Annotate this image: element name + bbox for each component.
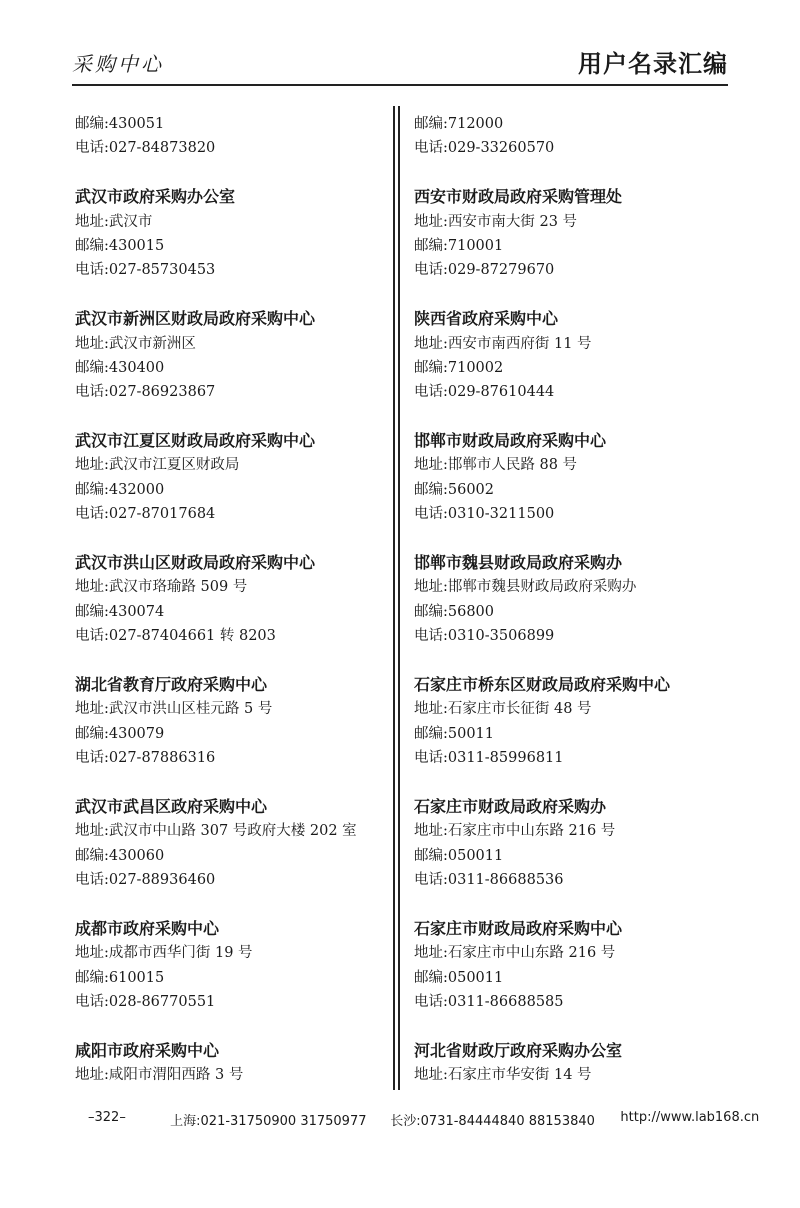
directory-entry xyxy=(75,795,405,893)
entry-spacer xyxy=(75,161,405,185)
entry-phone: 电话:028-86770551 xyxy=(75,994,216,1011)
entry-postcode: 邮编:56002 xyxy=(414,481,495,498)
entry-title: 武汉市新洲区财政局政府采购中心 xyxy=(75,309,316,329)
entry-address: 地址:武汉市江夏区财政局 xyxy=(75,457,240,474)
entry-spacer xyxy=(75,893,405,917)
directory-entry xyxy=(414,1039,744,1088)
entry-postcode: 邮编:610015 xyxy=(75,969,165,986)
entry-postcode: 邮编:712000 xyxy=(414,116,504,132)
entry-title: 石家庄市财政局政府采购办 xyxy=(414,796,607,816)
section-label: 采购中心 xyxy=(72,52,164,76)
footer-changsha-phone: 长沙:0731-84444840 88153840 xyxy=(390,1114,595,1129)
entry-spacer xyxy=(75,405,405,429)
right-column xyxy=(414,112,744,1088)
directory-entry xyxy=(75,429,405,527)
page-number: –322– xyxy=(88,1110,126,1125)
entry-address: 地址:石家庄市长征街 48 号 xyxy=(414,701,592,718)
entry-title: 西安市财政局政府采购管理处 xyxy=(414,187,623,207)
entry-phone: 电话:0311-86688536 xyxy=(414,872,564,889)
entry-address: 地址:石家庄市华安街 14 号 xyxy=(414,1067,592,1084)
entry-address: 地址:西安市南西府街 11 号 xyxy=(414,335,592,352)
entry-phone: 电话:0311-85996811 xyxy=(414,750,564,767)
entry-address: 地址:西安市南大街 23 号 xyxy=(414,213,578,230)
entry-postcode: 邮编:050011 xyxy=(414,847,504,864)
entry-address: 地址:邯郸市人民路 88 号 xyxy=(414,457,578,474)
header-rule xyxy=(72,84,728,86)
entry-postcode: 邮编:56800 xyxy=(414,603,495,620)
entry-postcode: 邮编:432000 xyxy=(75,481,165,498)
directory-entry xyxy=(414,429,744,527)
entry-phone: 电话:0310-3506899 xyxy=(414,628,555,645)
entry-address: 地址:邯郸市魏县财政局政府采购办 xyxy=(414,579,637,596)
entry-spacer xyxy=(414,161,744,185)
entry-phone: 电话:027-87404661 转 8203 xyxy=(75,628,276,645)
entry-spacer xyxy=(414,283,744,307)
entry-phone: 电话:029-87610444 xyxy=(414,384,555,401)
entry-title: 河北省财政厅政府采购办公室 xyxy=(414,1040,623,1060)
entry-postcode: 邮编:50011 xyxy=(414,725,495,742)
entry-postcode: 邮编:050011 xyxy=(414,969,504,986)
entry-phone: 电话:0311-86688585 xyxy=(414,994,564,1011)
entry-title: 成都市政府采购中心 xyxy=(75,918,220,938)
entry-spacer xyxy=(414,649,744,673)
entry-address: 地址:石家庄市中山东路 216 号 xyxy=(414,823,616,840)
entry-postcode: 邮编:430060 xyxy=(75,847,165,864)
entry-title: 武汉市武昌区政府采购中心 xyxy=(75,796,268,816)
column-divider xyxy=(393,106,400,1090)
entry-title: 邯郸市财政局政府采购中心 xyxy=(414,431,607,451)
footer-website-link[interactable]: http://www.lab168.cn xyxy=(620,1110,760,1125)
entry-title: 武汉市江夏区财政局政府采购中心 xyxy=(75,431,316,451)
directory-entry xyxy=(414,185,744,283)
entry-phone: 电话:027-86923867 xyxy=(75,384,216,401)
directory-entry xyxy=(414,673,744,771)
entry-spacer xyxy=(75,649,405,673)
entry-phone: 电话:0310-3211500 xyxy=(414,506,555,523)
entry-postcode: 邮编:430074 xyxy=(75,603,165,620)
directory-entry xyxy=(414,307,744,405)
entry-spacer xyxy=(414,893,744,917)
entry-title: 石家庄市桥东区财政局政府采购中心 xyxy=(414,674,671,694)
directory-entry xyxy=(75,307,405,405)
entry-postcode: 邮编:710001 xyxy=(414,237,504,254)
entry-spacer xyxy=(414,405,744,429)
entry-postcode: 邮编:430015 xyxy=(75,237,165,254)
entry-address: 地址:武汉市洪山区桂元路 5 号 xyxy=(75,701,273,718)
entry-title: 陕西省政府采购中心 xyxy=(414,309,559,329)
page-header xyxy=(72,42,728,82)
entry-phone: 电话:029-33260570 xyxy=(414,140,555,157)
entry-title: 湖北省教育厅政府采购中心 xyxy=(75,674,268,694)
entry-address: 地址:武汉市 xyxy=(75,213,153,230)
entry-spacer xyxy=(75,771,405,795)
page-footer xyxy=(88,1110,760,1130)
entry-postcode: 邮编:430400 xyxy=(75,359,165,376)
footer-shanghai-phone: 上海:021-31750900 31750977 xyxy=(170,1114,367,1129)
entry-spacer xyxy=(75,283,405,307)
entry-postcode: 邮编:430079 xyxy=(75,725,165,742)
directory-entry xyxy=(75,673,405,771)
entry-phone: 电话:029-87279670 xyxy=(414,262,555,279)
directory-entry xyxy=(75,185,405,283)
entry-phone: 电话:027-87886316 xyxy=(75,750,216,767)
left-column xyxy=(75,112,405,1088)
directory-entry xyxy=(414,551,744,649)
directory-entry xyxy=(75,1039,405,1088)
entry-title: 邯郸市魏县财政局政府采购办 xyxy=(414,553,623,573)
directory-entry xyxy=(414,917,744,1015)
entry-spacer xyxy=(414,527,744,551)
entry-title: 武汉市政府采购办公室 xyxy=(75,187,236,207)
directory-entry xyxy=(75,917,405,1015)
entry-phone: 电话:027-88936460 xyxy=(75,872,216,889)
entry-address: 地址:武汉市中山路 307 号政府大楼 202 室 xyxy=(75,823,357,840)
entry-phone: 电话:027-84873820 xyxy=(75,140,216,157)
entry-title: 咸阳市政府采购中心 xyxy=(75,1040,220,1060)
directory-entry xyxy=(75,551,405,649)
entry-address: 地址:咸阳市渭阳西路 3 号 xyxy=(75,1067,244,1084)
entry-address: 地址:石家庄市中山东路 216 号 xyxy=(414,945,616,962)
entry-title: 武汉市洪山区财政局政府采购中心 xyxy=(75,553,316,573)
entry-spacer xyxy=(414,1014,744,1038)
entry-address: 地址:成都市西华门街 19 号 xyxy=(75,945,253,962)
entry-phone: 电话:027-87017684 xyxy=(75,506,216,523)
directory-entry xyxy=(414,112,744,161)
entry-address: 地址:武汉市新洲区 xyxy=(75,335,196,352)
directory-entry xyxy=(414,795,744,893)
entry-postcode: 邮编:430051 xyxy=(75,116,165,132)
directory-entry xyxy=(75,112,405,161)
entry-spacer xyxy=(75,527,405,551)
entry-spacer xyxy=(414,771,744,795)
entry-spacer xyxy=(75,1014,405,1038)
entry-title: 石家庄市财政局政府采购中心 xyxy=(414,918,623,938)
page-title: 用户名录汇编 xyxy=(578,50,728,78)
entry-postcode: 邮编:710002 xyxy=(414,359,504,376)
entry-address: 地址:武汉市珞瑜路 509 号 xyxy=(75,579,248,596)
entry-phone: 电话:027-85730453 xyxy=(75,262,216,279)
